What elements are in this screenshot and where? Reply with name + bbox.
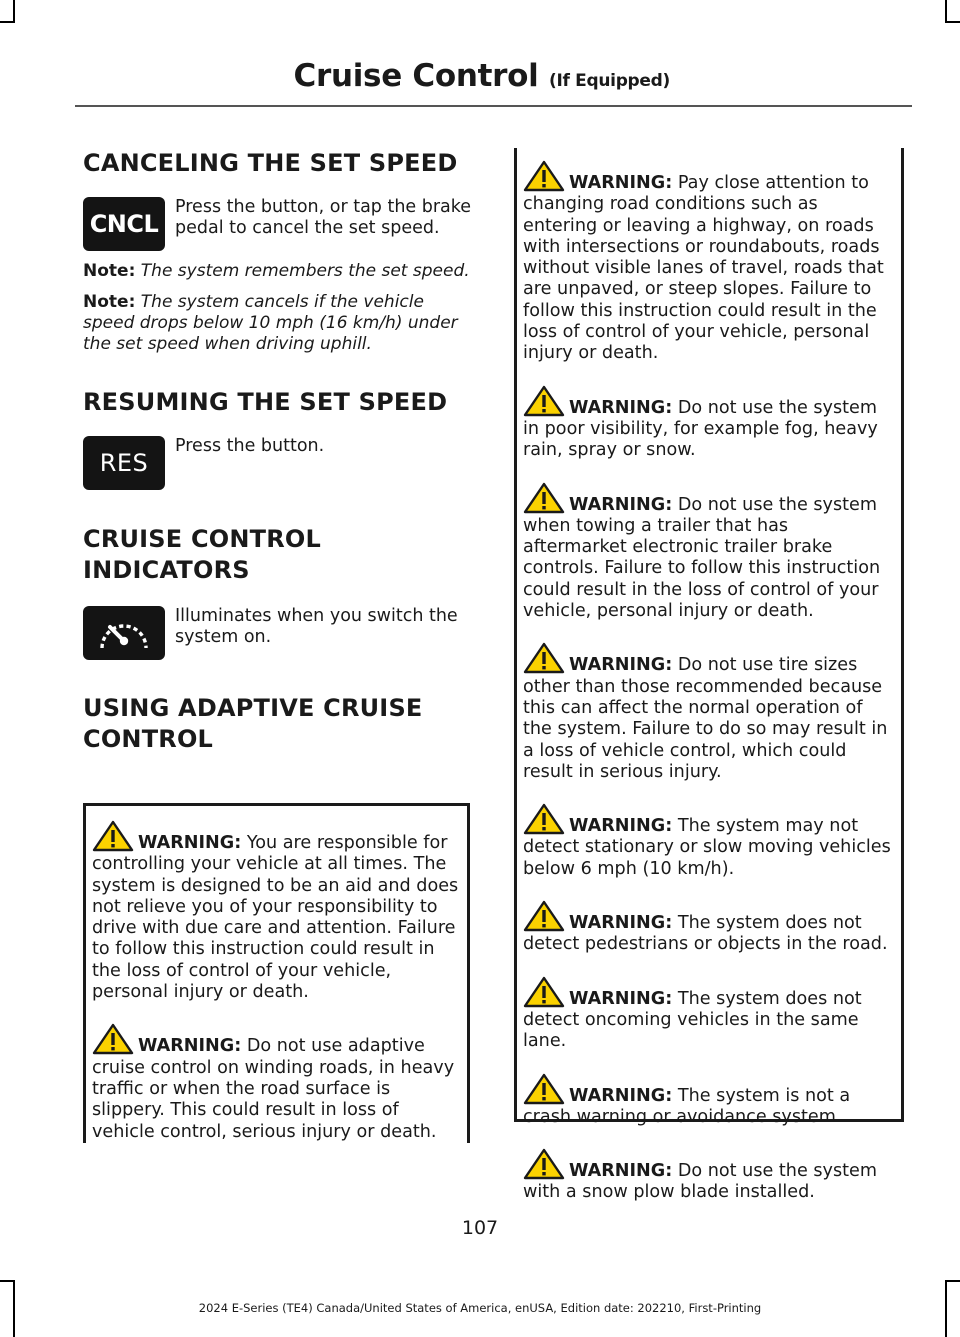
warning-triangle-icon [92, 820, 134, 852]
page-header-title [294, 58, 670, 94]
heading-line: INDICATORS [83, 556, 250, 584]
warning-triangle-icon [92, 1023, 134, 1055]
warning-triangle-icon [523, 160, 565, 192]
resume-row [83, 436, 475, 490]
warning-text: Do not use adaptive cruise control on winding roads, in heavy traffic or when the road surface is slippery. This could result in loss of vehicle control, serious injury or death. [92, 1036, 455, 1142]
warning-item [523, 803, 895, 880]
warning-triangle-icon [523, 1073, 565, 1105]
heading-line: USING ADAPTIVE CRUISE [83, 694, 423, 722]
crop-mark [13, 0, 15, 22]
res-button-label: RES [99, 449, 149, 477]
crop-mark [0, 1280, 15, 1282]
note-text: The system cancels if the vehicle speed drops below 10 mph (16 km/h) under the set speed when driving uphill. [83, 292, 458, 354]
cancel-row [83, 197, 475, 251]
warning-item [523, 1148, 895, 1204]
warning-item [523, 976, 895, 1053]
cancel-instruction: Press the button, or tap the brake pedal to cancel the set speed. [175, 197, 472, 238]
indicator-row [83, 606, 475, 660]
warning-label: WARNING: [569, 655, 673, 676]
section-heading-resume: RESUMING THE SET SPEED [83, 388, 448, 416]
warning-label: WARNING: [569, 1085, 673, 1106]
warning-triangle-icon [523, 976, 565, 1008]
heading-line: CONTROL [83, 725, 214, 753]
warning-label: WARNING: [569, 816, 673, 837]
section-heading-adaptive [83, 693, 475, 755]
warning-text: The system may not detect stationary or slow moving vehicles below 6 mph (10 km/h). [523, 816, 891, 879]
note-cancels-uphill [83, 292, 475, 355]
res-button-icon [83, 436, 165, 490]
header-rule [75, 105, 912, 107]
warning-label: WARNING: [569, 1161, 673, 1182]
warning-triangle-icon [523, 1148, 565, 1180]
warning-item [523, 1073, 895, 1129]
warning-text: Do not use tire sizes other than those recommended because this can affect the normal operation of the system. Failure to do so may result in a loss of vehicle control, which could result in serious injury. [523, 655, 888, 782]
warning-text: The system is not a crash warning or avoidance system. [523, 1085, 851, 1127]
warning-item [523, 385, 895, 462]
header-subtitle: (If Equipped) [548, 71, 670, 91]
warning-item [523, 642, 895, 783]
section-heading-cancel: CANCELING THE SET SPEED [83, 149, 458, 177]
warning-item [92, 820, 459, 1003]
header-title-text: Cruise Control [293, 58, 539, 94]
warning-box-left [83, 803, 470, 1143]
page-number: 107 [461, 1217, 499, 1239]
left-column [83, 148, 475, 755]
cncl-button-icon [83, 197, 165, 251]
warning-triangle-icon [523, 900, 565, 932]
speedometer-icon [93, 610, 155, 656]
note-label: Note: [83, 261, 136, 281]
warning-text: The system does not detect pedestrians or objects in the road. [523, 913, 888, 955]
warning-item [523, 160, 895, 365]
page-footer: 2024 E-Series (TE4) Canada/United States of America, enUSA, Edition date: 202210, First-Printing [198, 1301, 762, 1315]
warning-text: Do not use the system with a snow plow blade installed. [523, 1161, 877, 1203]
warning-item [92, 1023, 459, 1142]
warning-triangle-icon [523, 385, 565, 417]
warning-label: WARNING: [569, 988, 673, 1009]
warning-label: WARNING: [138, 1036, 242, 1057]
crop-mark [945, 0, 947, 22]
cruise-indicator-icon [83, 606, 165, 660]
warning-triangle-icon [523, 803, 565, 835]
warning-label: WARNING: [569, 173, 673, 193]
warning-item [523, 482, 895, 623]
warning-triangle-icon [523, 642, 565, 674]
warning-box-right [514, 148, 904, 1203]
note-label: Note: [83, 292, 136, 312]
note-text: The system remembers the set speed. [140, 261, 470, 281]
warning-text: Pay close attention to changing road conditions such as entering or leaving a highway, on roads with intersections or roundabouts, roads without visible lanes of travel, roads that are unpaved, or steep slopes. Failure to follow this instruction could result in the loss of control of your vehicle, personal injury or death. [523, 173, 884, 364]
resume-instruction: Press the button. [175, 436, 325, 456]
warning-text: The system does not detect oncoming vehicles in the same lane. [523, 988, 862, 1052]
section-heading-indicators [83, 524, 475, 586]
warning-label: WARNING: [569, 913, 673, 934]
crop-mark [945, 21, 960, 23]
warning-text: Do not use the system in poor visibility, for example fog, heavy rain, spray or snow. [523, 397, 878, 461]
warning-triangle-icon [523, 482, 565, 514]
warning-text: Do not use the system when towing a trailer that has aftermarket electronic trailer brake controls. Failure to follow this instruction could result in the loss of control of your vehicle, personal injury or death. [523, 494, 881, 622]
heading-line: CRUISE CONTROL [83, 525, 321, 553]
warning-text: You are responsible for controlling your vehicle at all times. The system is designed to be an aid and does not relieve you of your responsibility to drive with due care and attention. Failure to follow this instruction could result in the loss of control of your vehicle, personal injury or death. [92, 833, 459, 1003]
crop-mark [945, 1280, 960, 1282]
cncl-button-label: CNCL [89, 210, 159, 238]
warning-item [523, 900, 895, 956]
warning-label: WARNING: [569, 397, 673, 418]
indicator-description: Illuminates when you switch the system on. [175, 606, 458, 647]
crop-mark [0, 21, 15, 23]
note-remembers [83, 261, 475, 282]
warning-label: WARNING: [138, 833, 242, 853]
warning-label: WARNING: [569, 494, 673, 515]
